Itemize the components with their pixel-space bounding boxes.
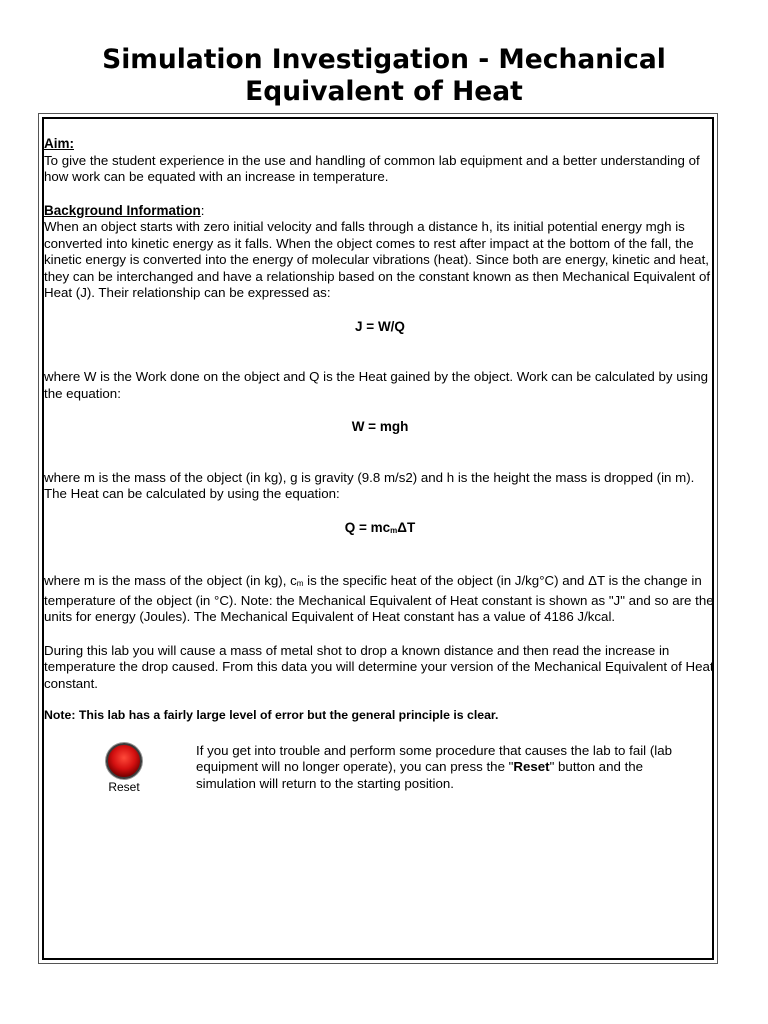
content-body — [44, 136, 716, 803]
aim-heading: Aim: — [44, 136, 74, 151]
background-paragraph-2: where W is the Work done on the object and Q is the Heat gained by the object. Work can be calculated by using the equation: — [44, 369, 708, 401]
equation-w: W = mgh — [351, 419, 409, 434]
reset-button[interactable] — [94, 743, 154, 794]
reset-button-label: Reset — [108, 779, 140, 794]
equation-j: J = W/Q — [355, 318, 405, 334]
equation-q-delta: ΔT — [397, 519, 416, 535]
paragraph-4-subscript: m — [296, 579, 304, 588]
reset-text-part-b: " button and the simulation will return to the starting position. — [196, 759, 644, 791]
reset-text-bold: Reset — [513, 759, 550, 774]
background-heading-line — [44, 203, 716, 220]
paragraph-4-part-a: where m is the mass of the object (in kg), c — [44, 573, 297, 588]
reset-text-part-a: If you get into trouble and perform some procedure that causes the lab to fail (lab equipment will no longer operate), you can press the " — [196, 742, 673, 774]
content-frame — [38, 113, 718, 964]
paragraph-4-part-b: is the specific heat of the object (in J/kg°C) and ΔT is the change in temperature of the object (in °C). Note: the Mechanical Equivalent of Heat constant is shown as "J" and so are the units for energy (Joules). The Mechanical Equivalent of Heat constant has a value of 4186 J/kcal. — [44, 573, 714, 624]
aim-text: To give the student experience in the use and handling of common lab equipment and a better understanding of how work can be equated with an increase in temperature. — [44, 152, 700, 184]
note-text: Note: This lab has a fairly large level of error but the general principle is clear. — [44, 708, 499, 722]
background-paragraph-5: During this lab you will cause a mass of metal shot to drop a known distance and then read the increase in temperature the drop caused. From this data you will determine your version of the Mechanical Equivalent of Heat constant. — [44, 642, 714, 691]
background-heading: Background Information — [44, 202, 201, 218]
background-paragraph-3: where m is the mass of the object (in kg), g is gravity (9.8 m/s2) and h is the height the mass is dropped (in m). The Heat can be calculated by using the equation: — [44, 469, 695, 501]
page-title: Simulation Investigation - Mechanical Equivalent of Heat — [102, 44, 666, 107]
reset-red-button-icon[interactable] — [106, 743, 142, 779]
equation-q-main: Q = mc — [344, 519, 391, 535]
background-heading-colon: : — [200, 202, 205, 218]
reset-section — [44, 743, 716, 803]
equation-q-subscript: m — [390, 525, 398, 535]
background-paragraph-1: When an object starts with zero initial velocity and falls through a distance h, its initial potential energy mgh is converted into kinetic energy as it falls. When the object comes to rest after impact at the bottom of the fall, the kinetic energy is converted into the energy of molecular vibrations (heat). Since both are energy, kinetic and heat, they can be interchanged and have a relationship based on the constant known as then Mechanical Equivalent of Heat (J). Their relationship can be expressed as: — [44, 219, 711, 300]
background-paragraph-4 — [44, 573, 716, 626]
equation-q — [44, 520, 716, 540]
reset-instructions — [196, 743, 696, 793]
